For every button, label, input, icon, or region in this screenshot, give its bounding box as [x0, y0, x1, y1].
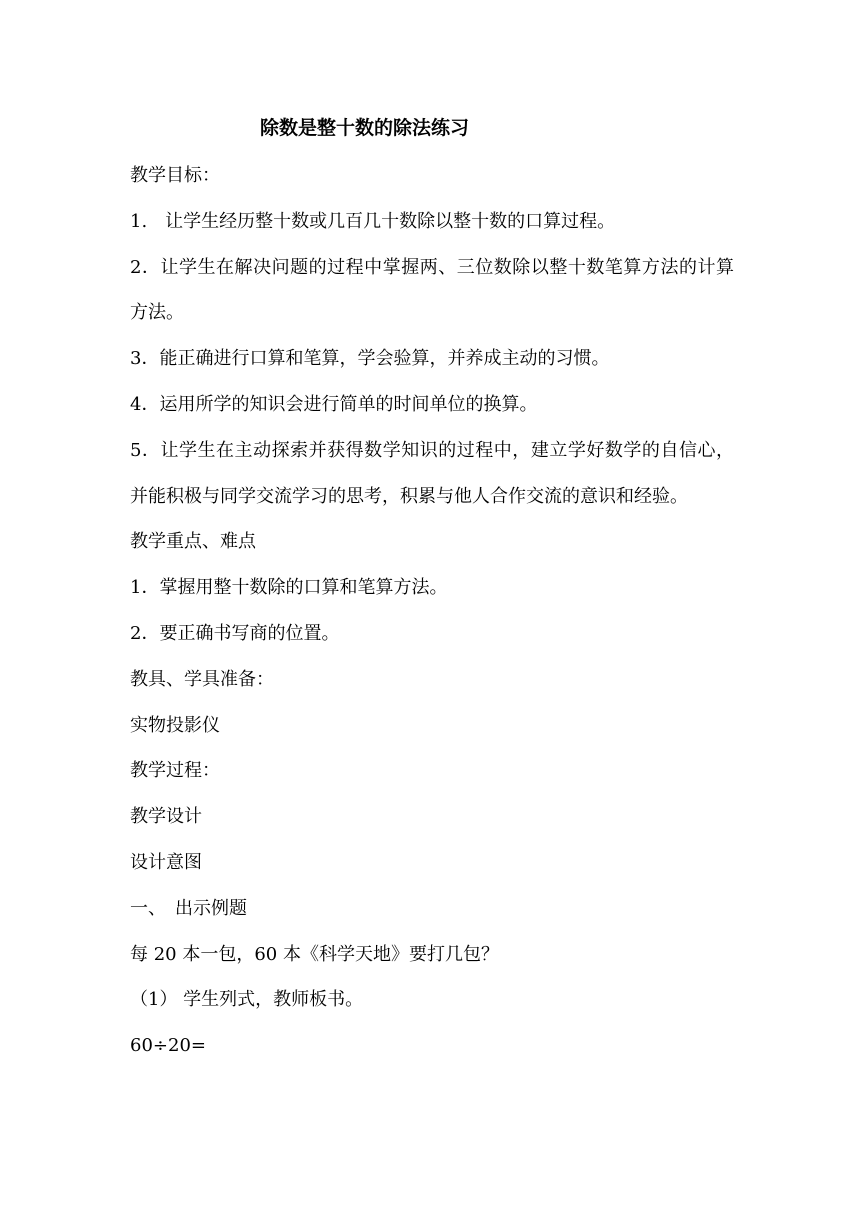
column-label-design: 教学设计	[130, 806, 202, 828]
example-problem: 每 20 本一包，60 本《科学天地》要打几包？	[130, 943, 499, 965]
section-heading-process: 教学过程：	[130, 760, 220, 782]
objective-item-5: 5．让学生在主动探索并获得数学知识的过程中，建立学好数学的自信心，并能积极与同学交流学习的思考，积累与他人合作交流的意识和经验。	[130, 439, 734, 507]
section-heading-key-points: 教学重点、难点	[130, 531, 256, 553]
objective-item-4: 4．运用所学的知识会进行简单的时间单位的换算。	[130, 393, 538, 415]
materials-item: 实物投影仪	[130, 714, 220, 736]
objective-item-1: 1. 让学生经历整十数或几百几十数除以整十数的口算过程。	[130, 210, 616, 232]
section-heading-materials: 教具、学具准备：	[130, 668, 274, 690]
step-heading-example: 一、 出示例题	[130, 897, 247, 919]
key-point-item-1: 1．掌握用整十数除的口算和笔算方法。	[130, 577, 448, 599]
objective-item-3: 3．能正确进行口算和笔算，学会验算，并养成主动的习惯。	[130, 348, 610, 370]
objective-item-2: 2．让学生在解决问题的过程中掌握两、三位数除以整十数笔算方法的计算方法。	[130, 256, 734, 324]
column-label-intent: 设计意图	[130, 851, 202, 873]
equation: 60÷20=	[130, 1035, 206, 1057]
key-point-item-2: 2．要正确书写商的位置。	[130, 622, 340, 644]
document-title: 除数是整十数的除法练习	[260, 117, 470, 139]
step-item-1: （1） 学生列式，教师板书。	[130, 989, 364, 1011]
document-body	[130, 153, 734, 1069]
section-heading-objectives: 教学目标：	[130, 165, 220, 186]
